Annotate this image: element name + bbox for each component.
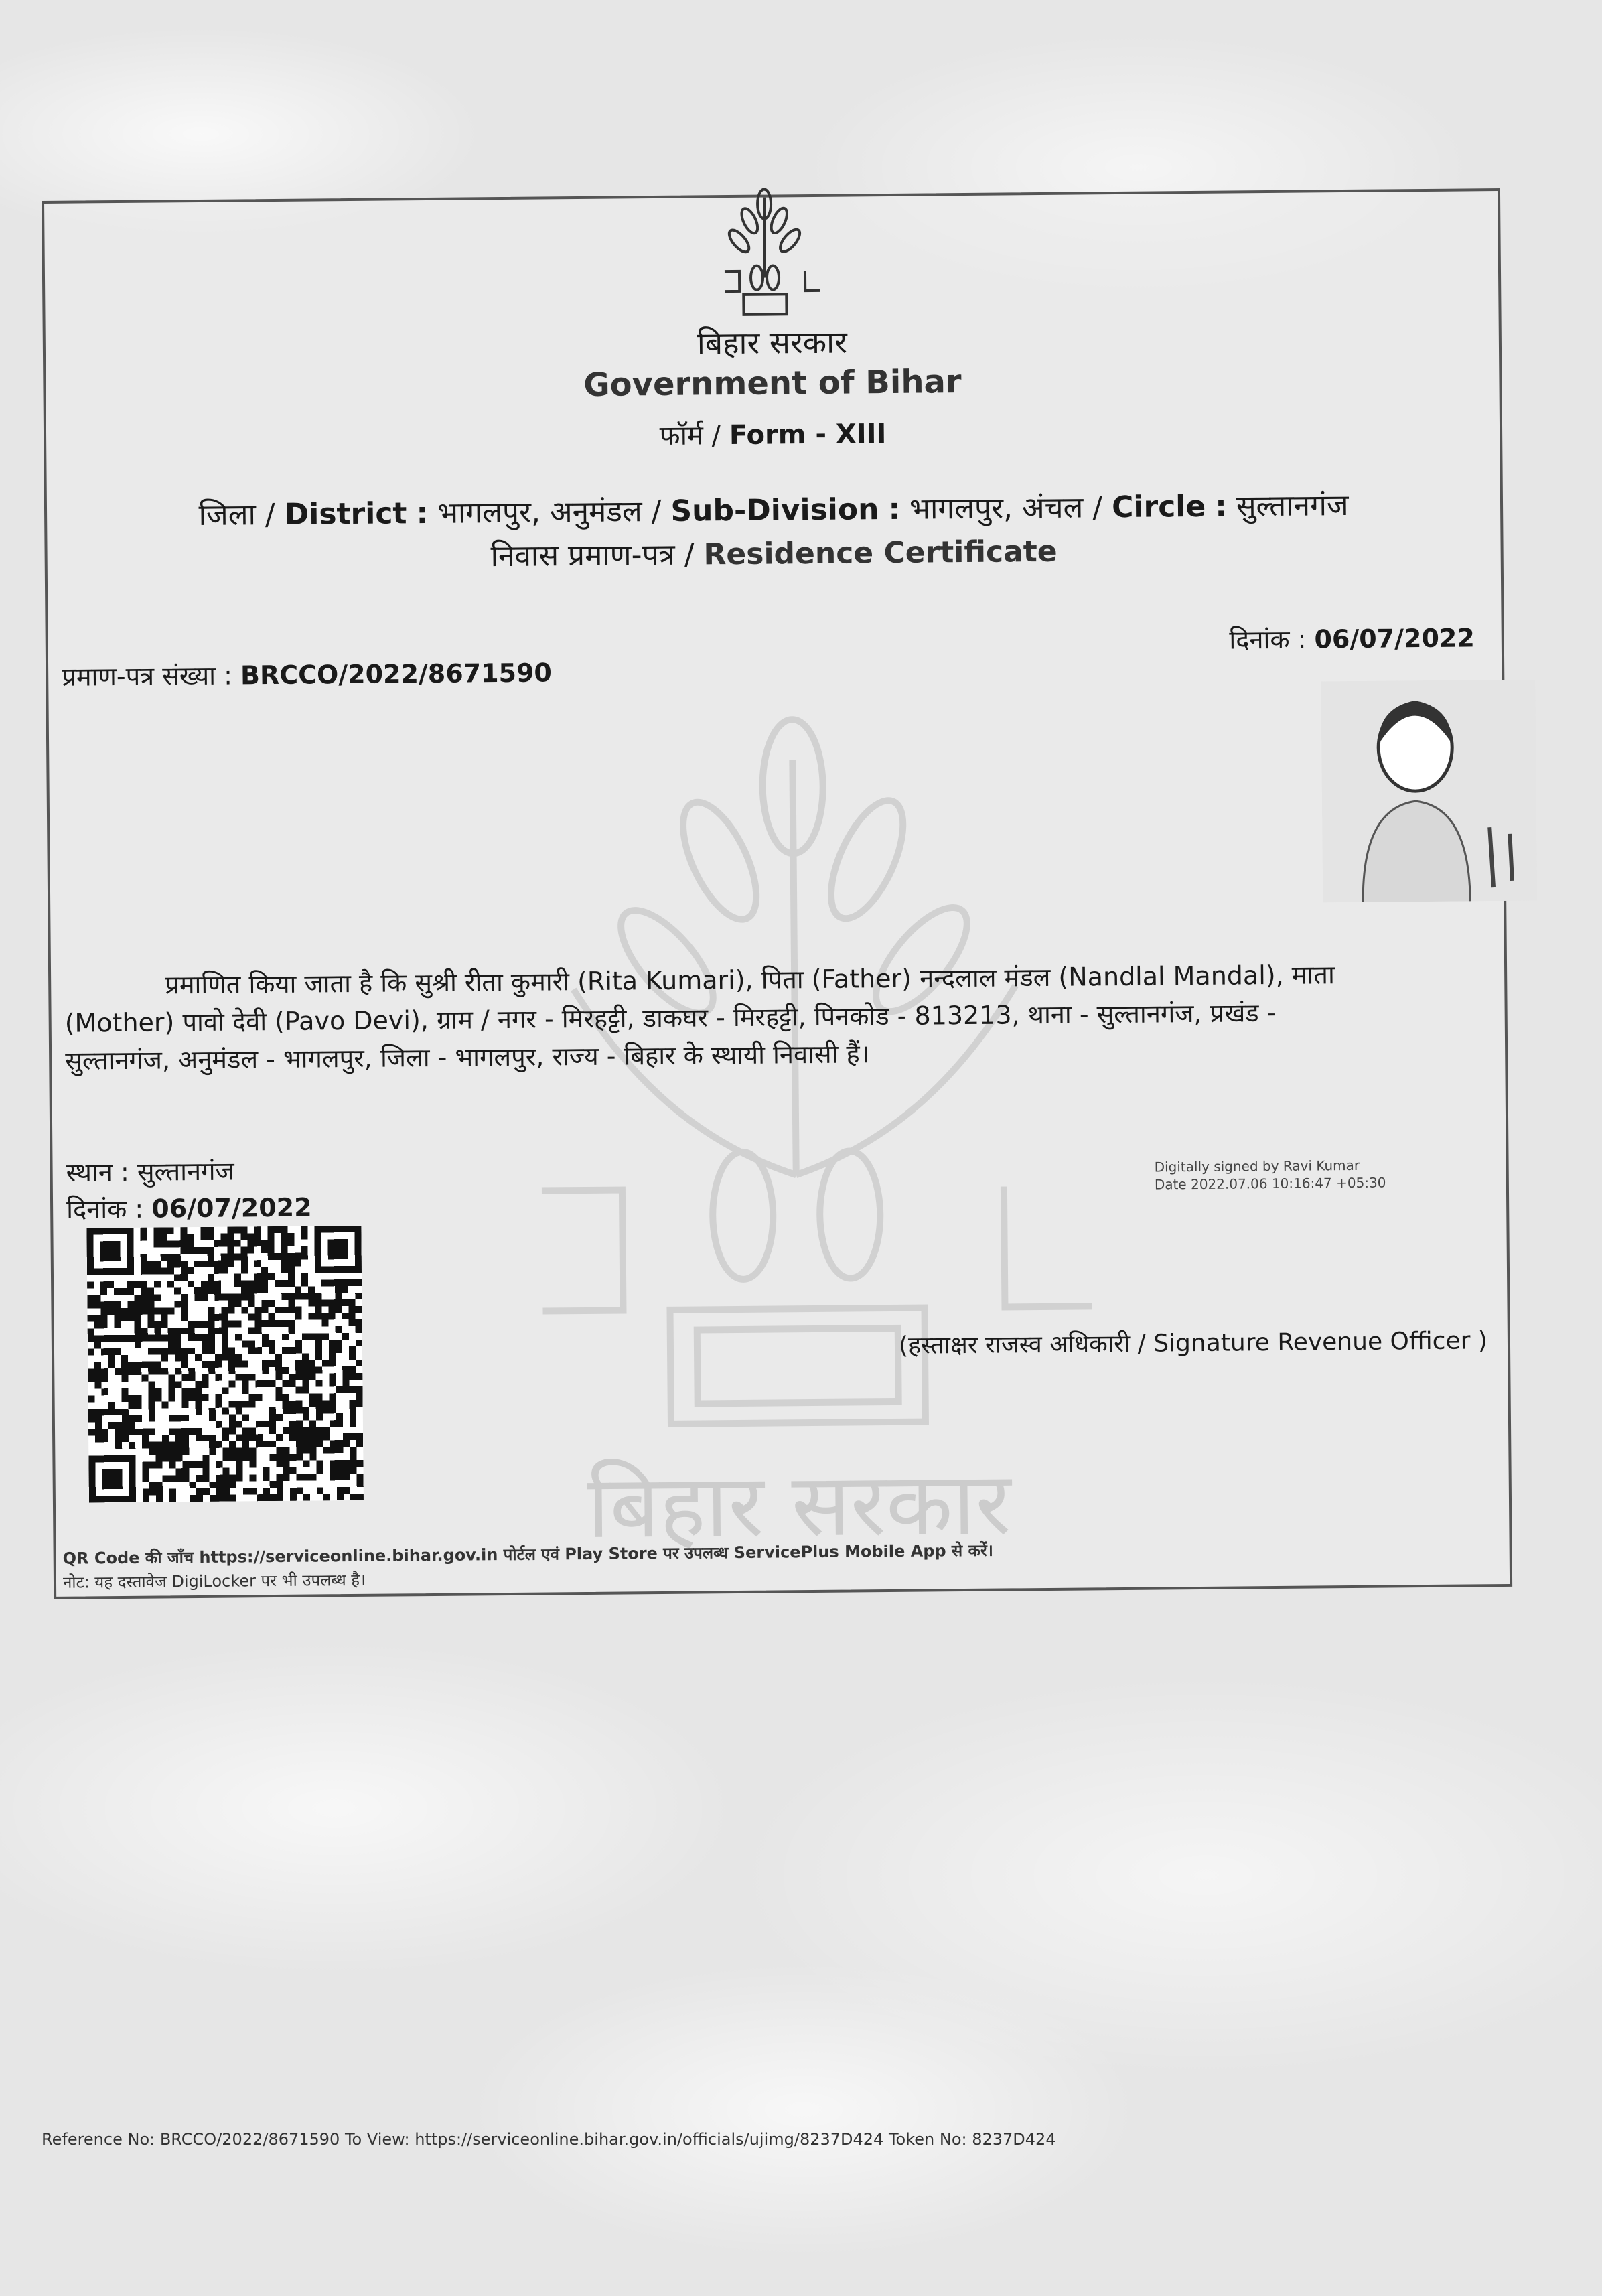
bihar-emblem-icon xyxy=(697,184,832,319)
issue-date xyxy=(1229,620,1475,656)
certificate-title-en: Residence Certificate xyxy=(703,534,1058,572)
certificate-body xyxy=(64,954,1491,1080)
footer-notes xyxy=(63,1538,994,1595)
district-value: भागलपुर xyxy=(437,495,532,530)
body-line-2: (Mother) पावो देवी (Pavo Devi), ग्राम / नगर - मिरहट्टी, डाकघर - मिरहट्टी, पिनकोड - 813213, थाना - सुल्तानगंज, प्रखंड - xyxy=(64,997,1277,1038)
district-label-en: District xyxy=(284,496,407,532)
signature-caption: (हस्ताक्षर राजस्व अधिकारी / Signature Revenue Officer ) xyxy=(898,1327,1488,1360)
govt-english: Government of Bihar xyxy=(583,363,962,404)
digital-signature-line-1: Digitally signed by Ravi Kumar xyxy=(1154,1157,1360,1175)
certificate-frame xyxy=(42,188,1512,1599)
subdivision-label-hi: अनुमंडल xyxy=(549,494,642,530)
place xyxy=(66,1153,234,1190)
circle-label-hi: अंचल xyxy=(1021,490,1084,526)
footer-line-2: नोट: यह दस्तावेज DigiLocker पर भी उपलब्ध है। xyxy=(62,1570,366,1592)
subdivision-label-en: Sub-Division xyxy=(670,492,879,528)
digital-signature-line-2: Date 2022.07.06 10:16:47 +05:30 xyxy=(1154,1174,1386,1193)
date-issued xyxy=(66,1190,312,1226)
govt-hindi: बिहार सरकार xyxy=(697,324,848,362)
digital-signature xyxy=(1155,1157,1386,1194)
certificate-number xyxy=(62,654,552,693)
district-label-hi: जिला xyxy=(198,498,257,532)
footer-line-1: QR Code की जाँच https://serviceonline.bihar.gov.in पोर्टल एवं Play Store पर उपलब्ध ServicePlus Mobile App से करें। xyxy=(62,1540,994,1568)
certificate-title-hi: निवास प्रमाण-पत्र xyxy=(490,537,675,574)
form-title: फॉर्म / Form - XIII xyxy=(659,419,887,451)
body-line-3: सुल्तानगंज, अनुमंडल - भागलपुर, जिला - भागलपुर, राज्य - बिहार के स्थायी निवासी हैं। xyxy=(65,1039,870,1076)
issue-date-label: दिनांक : xyxy=(1229,624,1307,655)
reference-line: Reference No: BRCCO/2022/8671590 To View: https://serviceonline.bihar.gov.in/officials/ujimg/8237D424 Token No: 8237D424 xyxy=(42,2130,1056,2149)
date-label: दिनांक : xyxy=(66,1194,144,1224)
watermark-text: बिहार सरकार xyxy=(586,1452,1012,1558)
date-value: 06/07/2022 xyxy=(151,1192,312,1224)
applicant-photo xyxy=(1321,680,1537,903)
subdivision-value: भागलपुर xyxy=(909,491,1004,526)
circle-value: सुल्तानगंज xyxy=(1236,488,1349,524)
certificate-number-label: प्रमाण-पत्र संख्या : xyxy=(62,660,233,692)
watermark-emblem xyxy=(424,703,1168,1580)
certificate-title: निवास प्रमाण-पत्र / Residence Certificate xyxy=(490,534,1058,574)
circle-label-en: Circle xyxy=(1111,489,1206,525)
location-line: जिला / District : भागलपुर, अनुमंडल / Sub-Division : भागलपुर, अंचल / Circle : सुल्तानगंज xyxy=(198,488,1349,532)
form-english: Form - XIII xyxy=(729,419,887,451)
certificate-number-value: BRCCO/2022/8671590 xyxy=(240,658,553,691)
form-hindi: फॉर्म xyxy=(659,420,704,451)
body-line-1: प्रमाणित किया जाता है कि सुश्री रीता कुमारी (Rita Kumari), पिता (Father) नन्दलाल मंडल (Nandlal Mandal), माता xyxy=(165,960,1335,1000)
issue-date-value: 06/07/2022 xyxy=(1314,623,1475,654)
qr-code[interactable] xyxy=(86,1226,364,1503)
place-value: सुल्तानगंज xyxy=(137,1156,234,1187)
place-label: स्थान : xyxy=(66,1157,129,1188)
